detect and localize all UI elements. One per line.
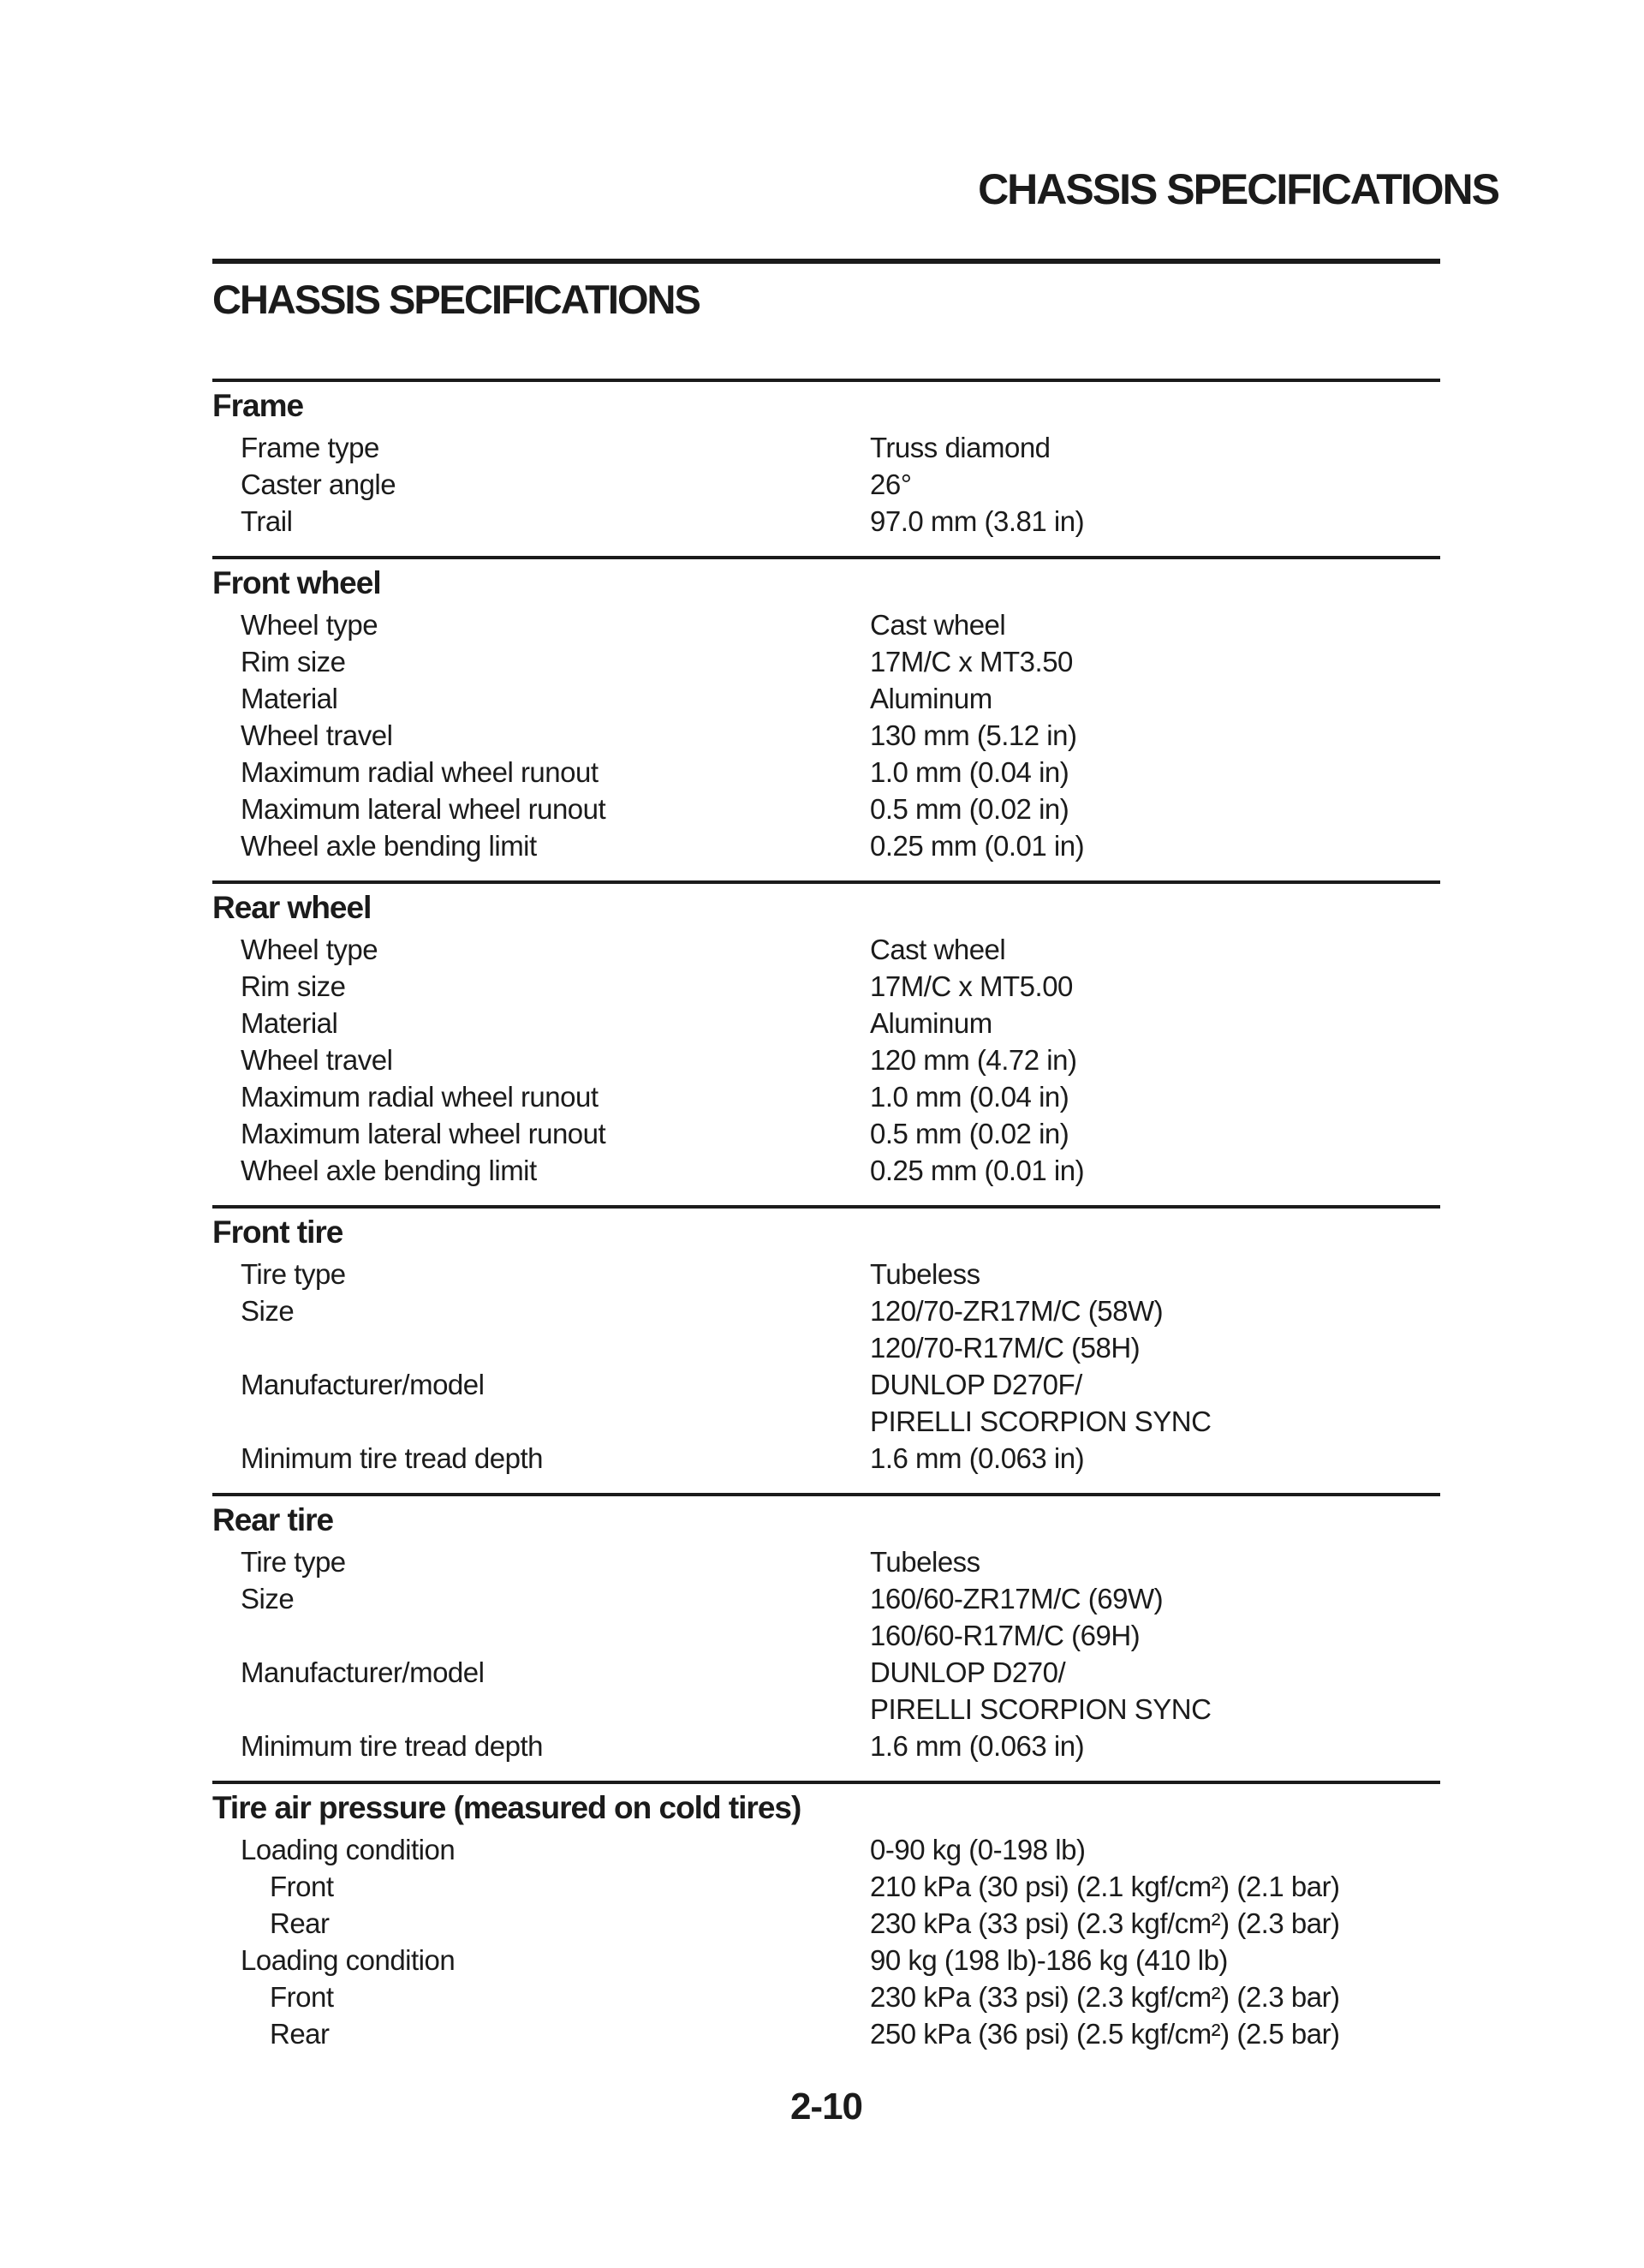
- page-number: 2-10: [789, 2086, 863, 2128]
- spec-section-title: Front wheel: [212, 565, 381, 600]
- spec-row-label: Size: [241, 1583, 295, 1614]
- spec-row-value: 120 mm (4.72 in): [870, 1044, 1077, 1076]
- spec-row-label: Front: [270, 1871, 334, 1902]
- spec-row: [212, 1543, 1440, 1580]
- spec-row: [212, 1256, 1440, 1292]
- spec-row-value: 17M/C x MT3.50: [870, 646, 1073, 677]
- spec-row: [212, 1831, 1440, 1868]
- spec-row-value: 120/70-R17M/C (58H): [870, 1332, 1141, 1364]
- spec-row: [212, 1979, 1440, 2015]
- spec-row-label: Wheel axle bending limit: [241, 830, 537, 862]
- spec-row-label: Maximum radial wheel runout: [241, 1081, 599, 1113]
- spec-row: [212, 1654, 1440, 1691]
- spec-row-value: 97.0 mm (3.81 in): [870, 505, 1085, 537]
- spec-row-value: 0.5 mm (0.02 in): [870, 793, 1069, 825]
- spec-row: [212, 1691, 1440, 1728]
- spec-row-label: Minimum tire tread depth: [241, 1730, 543, 1762]
- spec-row-value: Tubeless: [870, 1258, 980, 1290]
- spec-row-value: 250 kPa (36 psi) (2.5 kgf/cm²) (2.5 bar): [870, 2018, 1340, 2050]
- page-title: CHASSIS SPECIFICATIONS: [212, 277, 700, 322]
- spec-row-value: 26°: [870, 469, 912, 500]
- spec-row-value: PIRELLI SCORPION SYNC: [870, 1406, 1212, 1437]
- spec-row: [212, 1292, 1440, 1329]
- spec-row: [212, 466, 1440, 503]
- spec-row: [212, 429, 1440, 466]
- spec-row: [212, 680, 1440, 717]
- spec-row-label: Trail: [241, 505, 293, 537]
- spec-section: [212, 1205, 1440, 1493]
- spec-row-label: Maximum radial wheel runout: [241, 756, 599, 788]
- spec-row-label: Material: [241, 1007, 338, 1039]
- spec-row-label: Minimum tire tread depth: [241, 1442, 543, 1474]
- running-header-title: CHASSIS SPECIFICATIONS: [978, 165, 1498, 213]
- spec-row-value: 1.6 mm (0.063 in): [870, 1730, 1085, 1762]
- spec-row-value: Aluminum: [870, 1007, 992, 1039]
- spec-row: [212, 968, 1440, 1005]
- spec-row-value: 0.5 mm (0.02 in): [870, 1118, 1069, 1149]
- spec-section: [212, 880, 1440, 1205]
- spec-row: [212, 1617, 1440, 1654]
- spec-row-value: Cast wheel: [870, 609, 1006, 641]
- spec-row: [212, 1440, 1440, 1477]
- spec-row: [212, 1942, 1440, 1979]
- spec-row-value: Cast wheel: [870, 934, 1006, 965]
- spec-row-value: 0.25 mm (0.01 in): [870, 1155, 1085, 1186]
- spec-row-label: Wheel travel: [241, 719, 393, 751]
- spec-row-label: Wheel travel: [241, 1044, 393, 1076]
- spec-row: [212, 931, 1440, 968]
- spec-section-title: Front tire: [212, 1215, 343, 1250]
- spec-row: [212, 1366, 1440, 1403]
- spec-row-label: Manufacturer/model: [241, 1369, 485, 1400]
- spec-row: [212, 1905, 1440, 1942]
- spec-row-value: Aluminum: [870, 683, 992, 714]
- spec-row-label: Maximum lateral wheel runout: [241, 1118, 606, 1149]
- spec-section-title: Rear wheel: [212, 890, 372, 925]
- spec-row-value: 90 kg (198 lb)-186 kg (410 lb): [870, 1944, 1228, 1976]
- spec-row-label: Loading condition: [241, 1834, 456, 1865]
- spec-row-label: Rim size: [241, 646, 346, 677]
- spec-row-value: Truss diamond: [870, 432, 1051, 463]
- spec-section: [212, 379, 1440, 556]
- spec-row: [212, 827, 1440, 864]
- spec-row: [212, 503, 1440, 540]
- spec-row-value: DUNLOP D270F/: [870, 1369, 1082, 1400]
- spec-row: [212, 1403, 1440, 1440]
- spec-row-label: Rear: [270, 2018, 330, 2050]
- spec-row: [212, 606, 1440, 643]
- spec-row: [212, 1728, 1440, 1764]
- spec-row-value: 1.0 mm (0.04 in): [870, 1081, 1069, 1113]
- spec-row-value: 0-90 kg (0-198 lb): [870, 1834, 1086, 1865]
- spec-row-label: Maximum lateral wheel runout: [241, 793, 606, 825]
- spec-row-value: 160/60-R17M/C (69H): [870, 1620, 1141, 1651]
- spec-row-value: Tubeless: [870, 1546, 980, 1578]
- spec-row: [212, 791, 1440, 827]
- spec-row-value: 120/70-ZR17M/C (58W): [870, 1295, 1164, 1327]
- spec-section: [212, 1493, 1440, 1781]
- spec-row-value: 230 kPa (33 psi) (2.3 kgf/cm²) (2.3 bar): [870, 1907, 1340, 1939]
- spec-row-label: Tire type: [241, 1546, 346, 1578]
- spec-row-label: Material: [241, 683, 338, 714]
- header-horizontal-rule: [212, 259, 1440, 264]
- spec-row-value: 0.25 mm (0.01 in): [870, 830, 1085, 862]
- spec-row-value: 210 kPa (30 psi) (2.1 kgf/cm²) (2.1 bar): [870, 1871, 1340, 1902]
- spec-row-label: Front: [270, 1981, 334, 2013]
- spec-row-value: 130 mm (5.12 in): [870, 719, 1077, 751]
- spec-row-label: Wheel axle bending limit: [241, 1155, 537, 1186]
- spec-row-value: PIRELLI SCORPION SYNC: [870, 1693, 1212, 1725]
- spec-row: [212, 1329, 1440, 1366]
- spec-section: [212, 1781, 1440, 2068]
- spec-row: [212, 1078, 1440, 1115]
- spec-row-value: DUNLOP D270/: [870, 1656, 1066, 1688]
- spec-row-label: Wheel type: [241, 934, 378, 965]
- spec-row-label: Caster angle: [241, 469, 396, 500]
- spec-row: [212, 1115, 1440, 1152]
- spec-row-label: Wheel type: [241, 609, 378, 641]
- spec-row-value: 1.0 mm (0.04 in): [870, 756, 1069, 788]
- spec-row: [212, 1868, 1440, 1905]
- spec-section-title: Frame: [212, 388, 304, 423]
- spec-section-title: Rear tire: [212, 1502, 334, 1537]
- spec-row: [212, 643, 1440, 680]
- spec-row: [212, 1041, 1440, 1078]
- spec-section: [212, 556, 1440, 880]
- spec-row-label: Rim size: [241, 970, 346, 1002]
- specifications-table: [212, 379, 1440, 2068]
- spec-row-label: Rear: [270, 1907, 330, 1939]
- spec-row-value: 17M/C x MT5.00: [870, 970, 1073, 1002]
- spec-row-value: 160/60-ZR17M/C (69W): [870, 1583, 1164, 1614]
- spec-row-label: Frame type: [241, 432, 379, 463]
- spec-row-label: Size: [241, 1295, 295, 1327]
- spec-row: [212, 1152, 1440, 1189]
- spec-row: [212, 754, 1440, 791]
- spec-row-value: 230 kPa (33 psi) (2.3 kgf/cm²) (2.3 bar): [870, 1981, 1340, 2013]
- spec-row: [212, 717, 1440, 754]
- spec-row-label: Loading condition: [241, 1944, 456, 1976]
- spec-row-label: Manufacturer/model: [241, 1656, 485, 1688]
- spec-section-title: Tire air pressure (measured on cold tires): [212, 1790, 801, 1825]
- spec-row: [212, 1005, 1440, 1041]
- spec-row: [212, 2015, 1440, 2052]
- spec-row-label: Tire type: [241, 1258, 346, 1290]
- spec-row: [212, 1580, 1440, 1617]
- spec-row-value: 1.6 mm (0.063 in): [870, 1442, 1085, 1474]
